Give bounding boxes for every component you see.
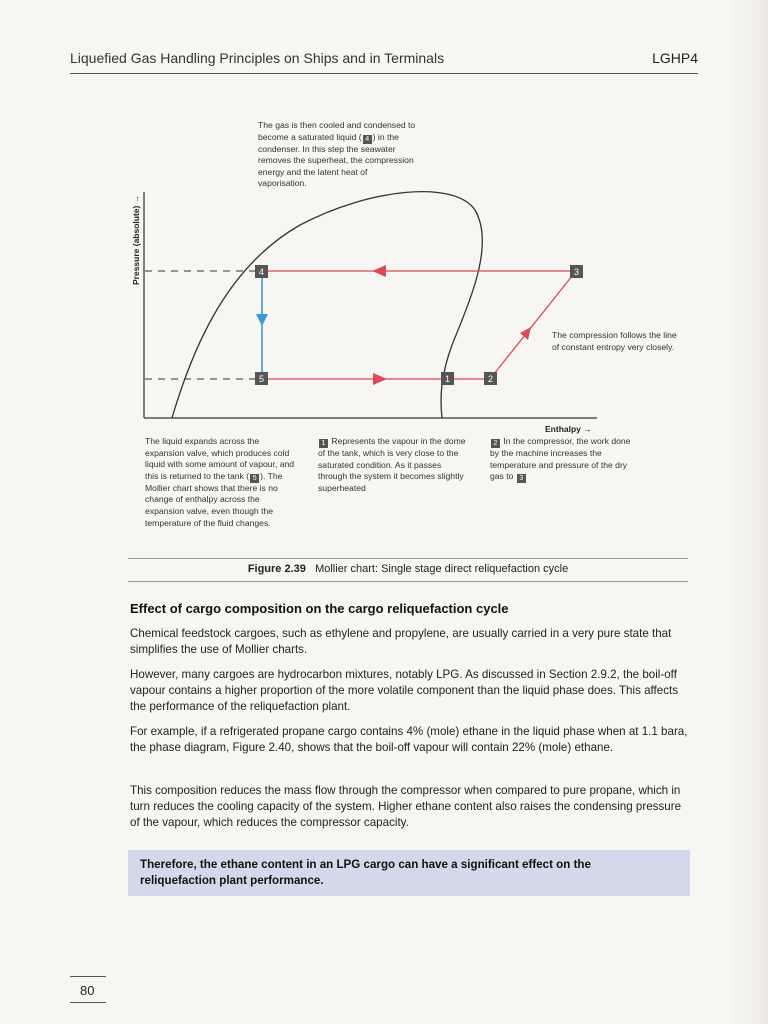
expansion-note-text-a: The liquid expands across the expansion valve, which produces cold liquid with some amount of vapour, and this is returned to the tank ( (145, 436, 295, 481)
point-ref-2: 2 (491, 439, 500, 448)
footer-top-rule (70, 976, 106, 977)
point-1-marker (441, 372, 454, 385)
tank-vapour-note (318, 436, 468, 494)
paragraph-3: For example, if a refrigerated propane cargo contains 4% (mole) ethane in the liquid phase when at 1.1 bara, the phase diagram, Figure 2.40, shows that the boil-off vapour will contain 22% (mole) ethane. (130, 725, 688, 754)
header-code: LGHP4 (652, 50, 698, 66)
point-2-marker (484, 372, 497, 385)
page-number: 80 (80, 983, 95, 998)
point-ref-3: 3 (517, 474, 526, 483)
compression-note: The compression follows the line of constant entropy very closely. (552, 330, 677, 352)
saturation-dome-curve (172, 192, 482, 418)
point-3-label: 3 (573, 267, 580, 277)
point-4-label: 4 (258, 267, 265, 277)
compressor-note-text: In the compressor, the work done by the machine increases the temperature and pressure of the dry gas to (490, 436, 631, 482)
figure-caption (128, 563, 688, 575)
point-5-marker (255, 372, 268, 385)
paragraph-1: Chemical feedstock cargoes, such as ethylene and propylene, are usually carried in a very pure state that simplifies the use of Mollier charts. (130, 627, 672, 656)
point-5-label: 5 (258, 374, 265, 384)
section-heading: Effect of cargo composition on the cargo reliquefaction cycle (130, 601, 509, 616)
tank-vapour-note-text: Represents the vapour in the dome of the tank, which is very close to the saturated condition. As it passes through the system it becomes slightly superheated (318, 436, 466, 493)
x-axis-label: Enthalpy → (545, 424, 592, 434)
expansion-arrow (256, 314, 268, 326)
condensation-arrow (372, 265, 386, 277)
header-title: Liquefied Gas Handling Principles on Ships and in Terminals (70, 50, 445, 66)
y-axis-label: Pressure (absolute) → (131, 194, 141, 285)
figure-number: Figure 2.39 (247, 563, 306, 575)
evaporation-arrow (373, 373, 387, 385)
paragraph-2: However, many cargoes are hydrocarbon mixtures, notably LPG. As discussed in Section 2.9.2, the boil-off vapour contains a higher proportion of the more volatile component than the liquid phase does. This affects the performance of the reliquefaction plant. (130, 668, 679, 713)
paragraph-4: This composition reduces the mass flow through the compressor when compared to pure propane, which in turn reduces the cooling capacity of the system. Higher ethane content also raises the condensing pressure of the vapour, which reduces the compressor capacity. (130, 784, 682, 829)
caption-top-rule (128, 558, 688, 559)
condenser-note (258, 120, 418, 190)
highlight-box (128, 850, 690, 896)
compression-arrow (520, 327, 531, 340)
condenser-note-text-a: The gas is then cooled and condensed to become a saturated liquid ( (258, 120, 416, 142)
figure-caption-text: Mollier chart: Single stage direct reliquefaction cycle (315, 563, 569, 575)
caption-bottom-rule (128, 581, 688, 582)
point-ref-5: 5 (250, 474, 259, 483)
point-1-label: 1 (444, 374, 451, 384)
point-ref-1: 1 (319, 439, 328, 448)
point-2-label: 2 (487, 374, 494, 384)
point-4-marker (255, 265, 268, 278)
point-ref-4: 4 (363, 135, 372, 144)
footer-bottom-rule (70, 1002, 106, 1003)
compression-line (490, 271, 576, 379)
expansion-note (145, 436, 295, 529)
expansion-note-text-b: ). The Mollier chart shows that there is no change of enthalpy across the expansion valve, even though the temperature of the fluid changes. (145, 470, 283, 528)
point-3-marker (570, 265, 583, 278)
condenser-note-text-b: ) in the condenser. In this step the seawater removes the superheat, the compression energy and the latent heat of vaporisation. (258, 131, 414, 189)
compressor-note (490, 436, 640, 483)
highlight-text: Therefore, the ethane content in an LPG cargo can have a significant effect on the reliquefaction plant performance. (140, 858, 591, 887)
